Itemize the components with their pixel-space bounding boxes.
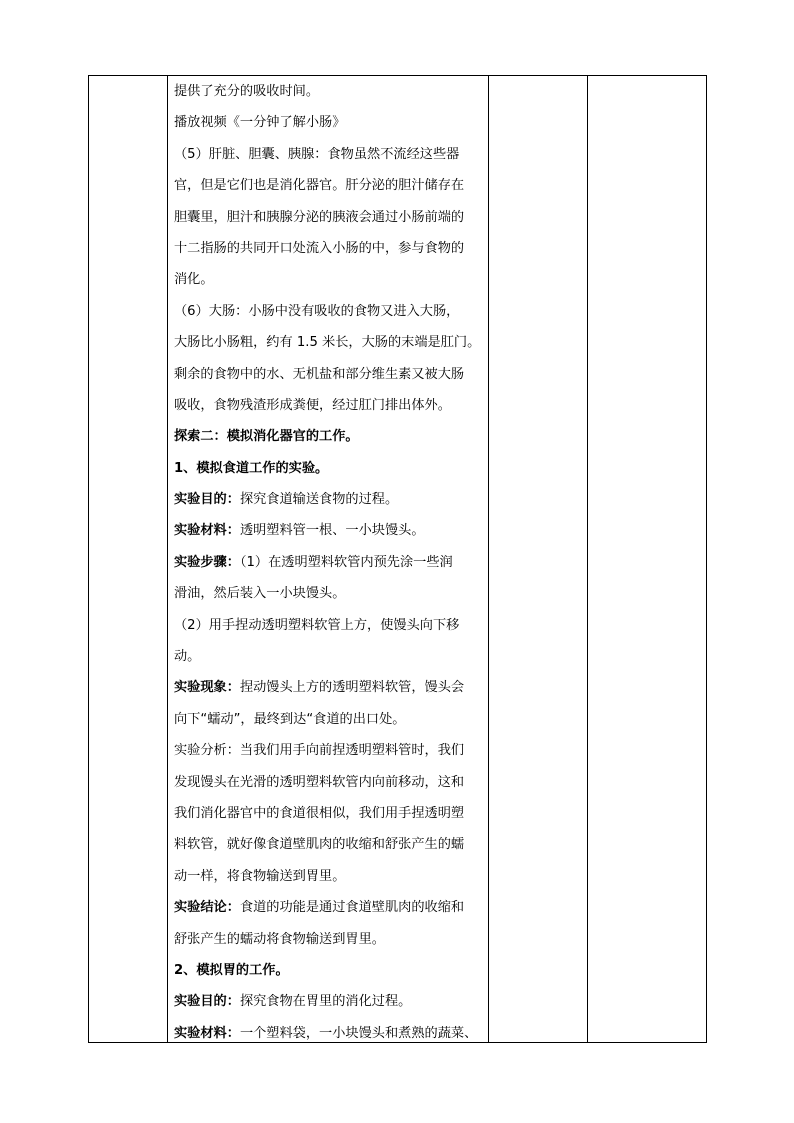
teaching-content-cell	[168, 76, 494, 1049]
text-line	[174, 892, 494, 923]
text-segment: 舒张产生的蠕动将食物输送到胃里。	[174, 931, 385, 947]
text-line	[174, 264, 494, 295]
text-segment: 实验分析：当我们用手向前捏透明塑料管时，我们	[174, 743, 465, 759]
lesson-table	[88, 75, 707, 1043]
text-line	[174, 610, 494, 641]
text-segment: 动一样，将食物输送到胃里。	[174, 868, 346, 884]
text-line	[174, 202, 494, 233]
bold-text-segment: 实验材料：	[174, 1025, 240, 1041]
text-line	[174, 76, 494, 107]
text-segment: 透明塑料管一根、一小块馒头。	[239, 523, 425, 539]
text-line	[174, 578, 494, 609]
text-line	[174, 484, 494, 515]
text-segment: 十二指肠的共同开口处流入小肠的中，参与食物的	[174, 240, 465, 256]
bold-text-segment: 1、模拟食道工作的实验。	[174, 460, 329, 476]
bold-text-segment: 实验现象：	[174, 680, 240, 696]
table-column-divider	[587, 76, 588, 1042]
text-line	[174, 704, 494, 735]
text-segment: 捏动馒头上方的透明塑料软管，馒头会	[239, 680, 465, 696]
text-segment: 料软管，就好像食道壁肌肉的收缩和舒张产生的蠕	[174, 837, 465, 853]
text-line	[174, 986, 494, 1017]
text-segment: 吸收，食物残渣形成粪便，经过肛门排出体外。	[174, 397, 451, 413]
text-segment: （6）大肠：小肠中没有吸收的食物又进入大肠，	[174, 303, 460, 319]
text-segment: （2）用手捏动透明塑料软管上方，使馒头向下移	[174, 617, 460, 633]
text-segment: 食道的功能是通过食道壁肌肉的收缩和	[239, 900, 465, 916]
text-segment: 胆囊里，胆汁和胰腺分泌的胰液会通过小肠前端的	[174, 209, 465, 225]
text-line	[174, 515, 494, 546]
text-segment: 我们消化器官中的食道很相似，我们用手捏透明塑	[174, 805, 465, 821]
text-line	[174, 672, 494, 703]
bold-text-segment: 实验结论：	[174, 900, 240, 916]
text-segment: 消化。	[174, 272, 214, 288]
text-segment: 探究食道输送食物的过程。	[239, 492, 399, 508]
text-segment: 滑油，然后装入一小块馒头。	[174, 586, 346, 602]
text-line	[174, 421, 494, 452]
bold-text-segment: 实验材料：	[174, 523, 240, 539]
text-line	[174, 296, 494, 327]
text-segment: 动。	[174, 649, 201, 665]
text-segment: （5）肝脏、胆囊、胰腺：食物虽然不流经这些器	[174, 146, 460, 162]
text-line	[174, 1018, 494, 1049]
text-segment: 探究食物在胃里的消化过程。	[239, 994, 412, 1010]
text-line	[174, 798, 494, 829]
text-line	[174, 170, 494, 201]
text-line	[174, 107, 494, 138]
text-line	[174, 861, 494, 892]
text-segment: 官，但是它们也是消化器官。肝分泌的胆汁储存在	[174, 178, 465, 194]
text-segment: 向下“蠕动”，最终到达“食道的出口处。	[174, 711, 406, 727]
text-segment: 剩余的食物中的水、无机盐和部分维生素又被大肠	[174, 366, 465, 382]
bold-text-segment: 探索二：模拟消化器官的工作。	[174, 429, 359, 445]
bold-text-segment: 实验目的：	[174, 492, 240, 508]
text-line	[174, 641, 494, 672]
text-line	[174, 453, 494, 484]
text-line	[174, 233, 494, 264]
bold-text-segment: 实验步骤：	[174, 554, 240, 570]
text-line	[174, 359, 494, 390]
text-segment: 大肠比小肠粗，约有 1.5 米长，大肠的末端是肛门。	[174, 335, 481, 351]
bold-text-segment: 2、模拟胃的工作。	[174, 962, 289, 978]
bold-text-segment: 实验目的：	[174, 994, 240, 1010]
text-line	[174, 829, 494, 860]
text-line	[174, 390, 494, 421]
text-line	[174, 924, 494, 955]
text-line	[174, 139, 494, 170]
text-line	[174, 735, 494, 766]
text-segment: 播放视频《一分钟了解小肠》	[174, 115, 346, 131]
text-line	[174, 547, 494, 578]
text-line	[174, 955, 494, 986]
text-segment: 发现馒头在光滑的透明塑料软管内向前移动，这和	[174, 774, 465, 790]
text-line	[174, 767, 494, 798]
text-line	[174, 327, 494, 358]
text-segment: 提供了充分的吸收时间。	[174, 84, 320, 99]
text-segment: （1）在透明塑料软管内预先涂一些润	[239, 554, 453, 570]
text-segment: 一个塑料袋，一小块馒头和煮熟的蔬菜、	[239, 1025, 478, 1041]
